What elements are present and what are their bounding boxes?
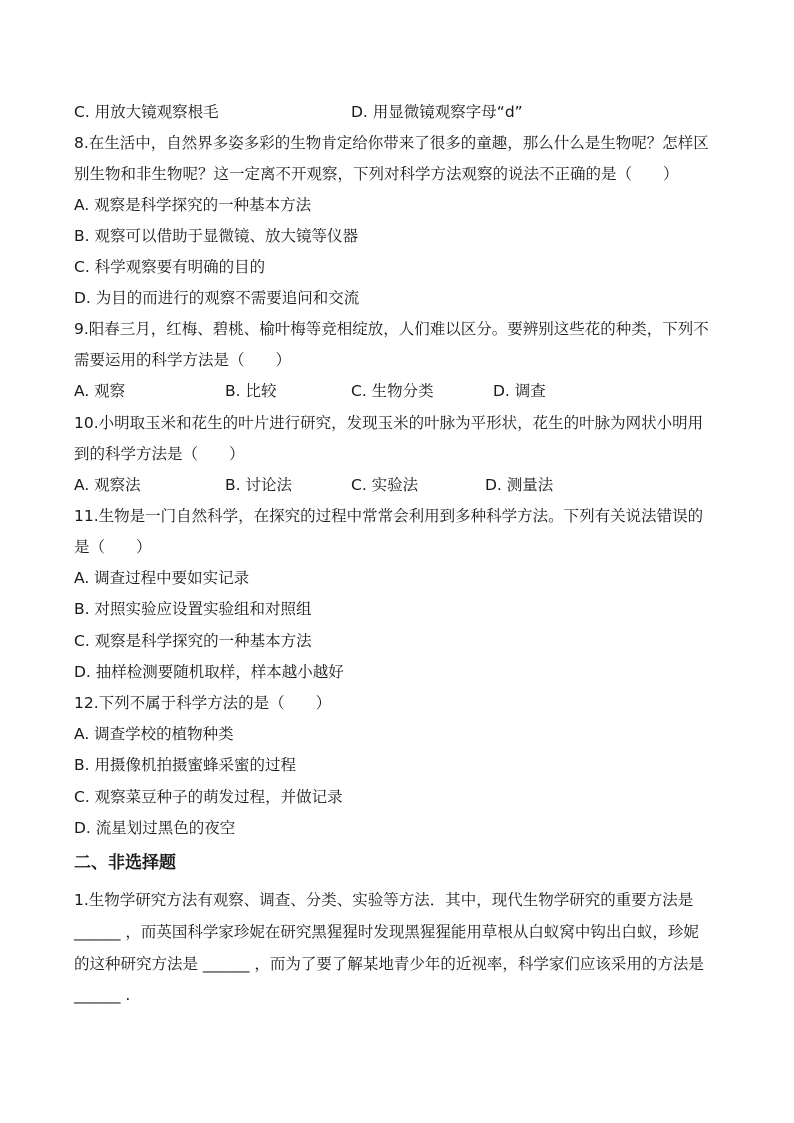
q8-stem-line2: 别生物和非生物呢？这一定离不开观察，下列对科学方法观察的说法不正确的是（ ）	[74, 165, 679, 183]
q12-option-c: C. 观察菜豆种子的萌发过程，并做记录	[74, 788, 343, 806]
q10-stem-line1: 10.小明取玉米和花生的叶片进行研究，发现玉米的叶脉为平形状，花生的叶脉为网状小明用	[74, 414, 704, 432]
q9-option-d: D. 调查	[493, 382, 546, 400]
q9-option-b: B. 比较	[225, 382, 277, 400]
q10-option-b: B. 讨论法	[225, 476, 292, 494]
q8-stem-line1: 8.在生活中，自然界多姿多彩的生物肯定给你带来了很多的童趣，那么什么是生物呢？怎样区	[74, 134, 709, 152]
q11-option-c: C. 观察是科学探究的一种基本方法	[74, 632, 312, 650]
q8-option-d: D. 为目的而进行的观察不需要追问和交流	[74, 289, 360, 307]
q12-option-b: B. 用摄像机拍摄蜜蜂采蜜的过程	[74, 756, 296, 774]
s2-q1-line4: ______ .	[74, 986, 131, 1004]
q11-stem-line1: 11.生物是一门自然科学，在探究的过程中常常会利用到多种科学方法。下列有关说法错误的	[74, 507, 704, 525]
s2-q1-line3: 的这种研究方法是 ______ ，而为了要了解某地青少年的近视率，科学家们应该采用的方法是	[74, 955, 704, 973]
s2-q1-line2: ______ ，而英国科学家珍妮在研究黑猩猩时发现黑猩猩能用草根从白蚁窝中钩出白蚁，珍妮	[74, 923, 699, 941]
q9-option-c: C. 生物分类	[351, 382, 434, 400]
q12-option-d: D. 流星划过黑色的夜空	[74, 819, 236, 837]
q11-option-b: B. 对照实验应设置实验组和对照组	[74, 600, 312, 618]
q12-stem: 12.下列不属于科学方法的是（ ）	[74, 694, 332, 712]
q9-stem-line2: 需要运用的科学方法是（ ）	[74, 351, 292, 369]
q12-option-a: A. 调查学校的植物种类	[74, 725, 234, 743]
q11-option-a: A. 调查过程中要如实记录	[74, 569, 250, 587]
q11-option-d: D. 抽样检测要随机取样，样本越小越好	[74, 663, 344, 681]
q11-stem-line2: 是（ ）	[74, 538, 152, 556]
q10-option-d: D. 测量法	[485, 476, 554, 494]
q9-option-a: A. 观察	[74, 382, 126, 400]
q10-stem-line2: 到的科学方法是（ ）	[74, 445, 245, 463]
q7-option-d: D. 用显微镜观察字母“d”	[351, 103, 523, 121]
q9-stem-line1: 9.阳春三月，红梅、碧桃、榆叶梅等竞相绽放，人们难以区分。要辨别这些花的种类，下列不	[74, 320, 709, 338]
q8-option-c: C. 科学观察要有明确的目的	[74, 258, 266, 276]
q7-option-c: C. 用放大镜观察根毛	[74, 103, 219, 121]
q8-option-b: B. 观察可以借助于显微镜、放大镜等仪器	[74, 227, 358, 245]
section2-heading: 二、非选择题	[74, 853, 176, 873]
q10-option-c: C. 实验法	[351, 476, 419, 494]
s2-q1-line1: 1.生物学研究方法有观察、调查、分类、实验等方法．其中，现代生物学研究的重要方法是	[74, 891, 694, 909]
q8-option-a: A. 观察是科学探究的一种基本方法	[74, 196, 312, 214]
q10-option-a: A. 观察法	[74, 476, 141, 494]
